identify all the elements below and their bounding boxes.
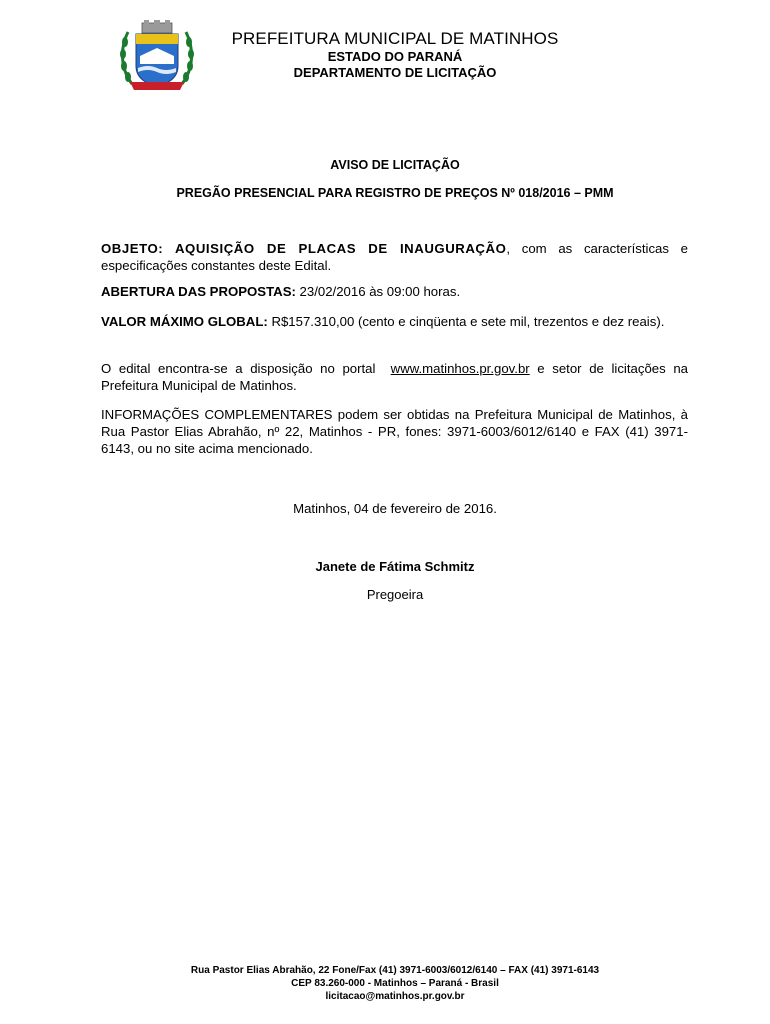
abertura-label: ABERTURA DAS PROPOSTAS: <box>101 284 296 299</box>
header-municipality: PREFEITURA MUNICIPAL DE MATINHOS <box>231 29 559 48</box>
municipal-coat-of-arms-icon <box>118 20 196 92</box>
notice-subtitle: PREGÃO PRESENCIAL PARA REGISTRO DE PREÇOS Nº 018/2016 – PMM <box>176 186 614 200</box>
valor-text: R$157.310,00 (cento e cinqüenta e sete mil, trezentos e dez reais). <box>267 314 665 329</box>
signatory-name: Janete de Fátima Schmitz <box>315 559 475 574</box>
objeto-text: , com as características e especificações constantes deste Edital. <box>101 241 688 273</box>
header-state: ESTADO DO PARANÁ <box>327 49 463 64</box>
objeto-label: OBJETO: AQUISIÇÃO DE PLACAS DE INAUGURAÇÃO <box>101 241 507 256</box>
footer-email: licitacao@matinhos.pr.gov.br <box>325 991 465 1002</box>
abertura-paragraph <box>101 283 688 300</box>
edital-paragraph <box>101 360 688 394</box>
portal-link[interactable]: www.matinhos.pr.gov.br <box>390 361 530 376</box>
signatory-role: Pregoeira <box>366 587 424 602</box>
objeto-paragraph <box>101 240 688 274</box>
document-date: Matinhos, 04 de fevereiro de 2016. <box>293 501 497 516</box>
abertura-text: 23/02/2016 às 09:00 horas. <box>295 284 461 299</box>
header-department: DEPARTAMENTO DE LICITAÇÃO <box>293 65 497 80</box>
edital-text-after: e setor de licitações na Prefeitura Municipal de Matinhos. <box>101 361 688 393</box>
valor-label: VALOR MÁXIMO GLOBAL: <box>101 314 268 329</box>
edital-text-before: O edital encontra-se a disposição no portal <box>101 361 391 376</box>
info-paragraph: INFORMAÇÕES COMPLEMENTARES podem ser obtidas na Prefeitura Municipal de Matinhos, à Rua Pastor Elias Abrahão, nº 22, Matinhos - PR, fones: 3971-6003/6012/6140 e FAX (41) 3971-6143, ou no site acima mencionado. <box>101 407 688 456</box>
footer-postal: CEP 83.260-000 - Matinhos – Paraná - Brasil <box>291 978 499 989</box>
notice-title: AVISO DE LICITAÇÃO <box>330 158 460 172</box>
footer-address: Rua Pastor Elias Abrahão, 22 Fone/Fax (41) 3971-6003/6012/6140 – FAX (41) 3971-6143 <box>190 965 600 976</box>
valor-paragraph <box>101 313 688 330</box>
